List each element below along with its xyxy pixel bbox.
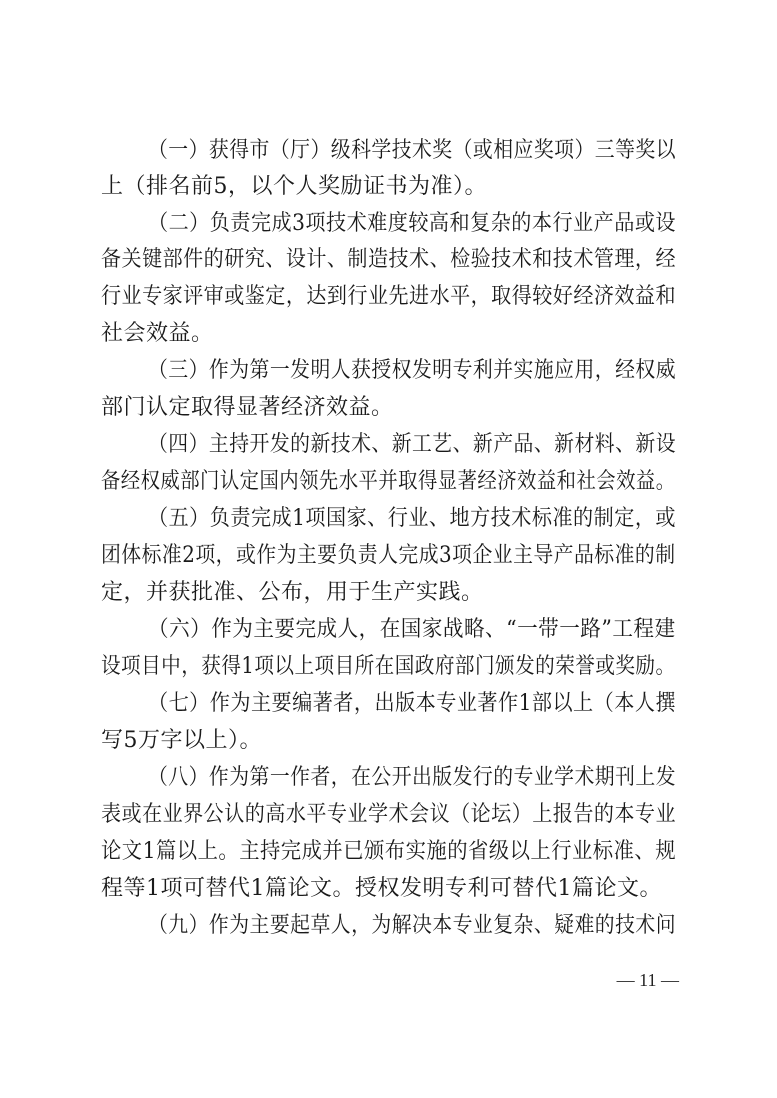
text-line: 定，并获批准、公布，用于生产实践。 [101,580,484,605]
text-line: （四）主持开发的新技术、新工艺、新产品、新材料、新设 [148,432,677,457]
page-number: — 11 — [616,970,679,990]
text-line: 程等1项可替代1篇论文。授权发明专利可替代1篇论文。 [101,876,662,901]
text-line: 部门认定取得显著经济效益。 [101,395,394,420]
text-line: （一）获得市（厅）级科学技术奖（或相应奖项）三等奖以 [148,138,677,163]
text-line: （三）作为第一发明人获授权发明专利并实施应用，经权威 [148,358,677,383]
text-line: 行业专家评审或鉴定，达到行业先进水平，取得较好经济效益和 [101,284,677,309]
text-line: 上（排名前5，以个人奖励证书为准）。 [101,174,487,199]
text-line: 团体标准2项，或作为主要负责人完成3项企业主导产品标准的制 [101,543,676,568]
text-line: （六）作为主要完成人，在国家战略、“一带一路”工程建 [148,617,676,642]
text-line: 写5万字以上）。 [101,728,262,753]
text-line: （五）负责完成1项国家、行业、地方技术标准的制定，或 [148,506,676,531]
text-line: （八）作为第一作者，在公开出版发行的专业学术期刊上发 [148,765,677,790]
text-line: 设项目中，获得1项以上项目所在国政府部门颁发的荣誉或奖励。 [101,654,676,679]
text-line: （九）作为主要起草人，为解决本专业复杂、疑难的技术问 [148,913,677,938]
text-line: （二）负责完成3项技术难度较高和复杂的本行业产品或设 [148,211,676,236]
text-line: 备经权威部门认定国内领先水平并取得显著经济效益和社会效益。 [101,469,676,494]
text-line: 表或在业界公认的高水平专业学术会议（论坛）上报告的本专业 [101,802,677,827]
text-line: 备关键部件的研究、设计、制造技术、检验技术和技术管理，经 [101,247,677,272]
text-line: （七）作为主要编著者，出版本专业著作1部以上（本人撰 [148,691,676,716]
text-line: 论文1篇以上。主持完成并已颁布实施的省级以上行业标准、规 [101,839,676,864]
text-line: 社会效益。 [101,321,214,346]
